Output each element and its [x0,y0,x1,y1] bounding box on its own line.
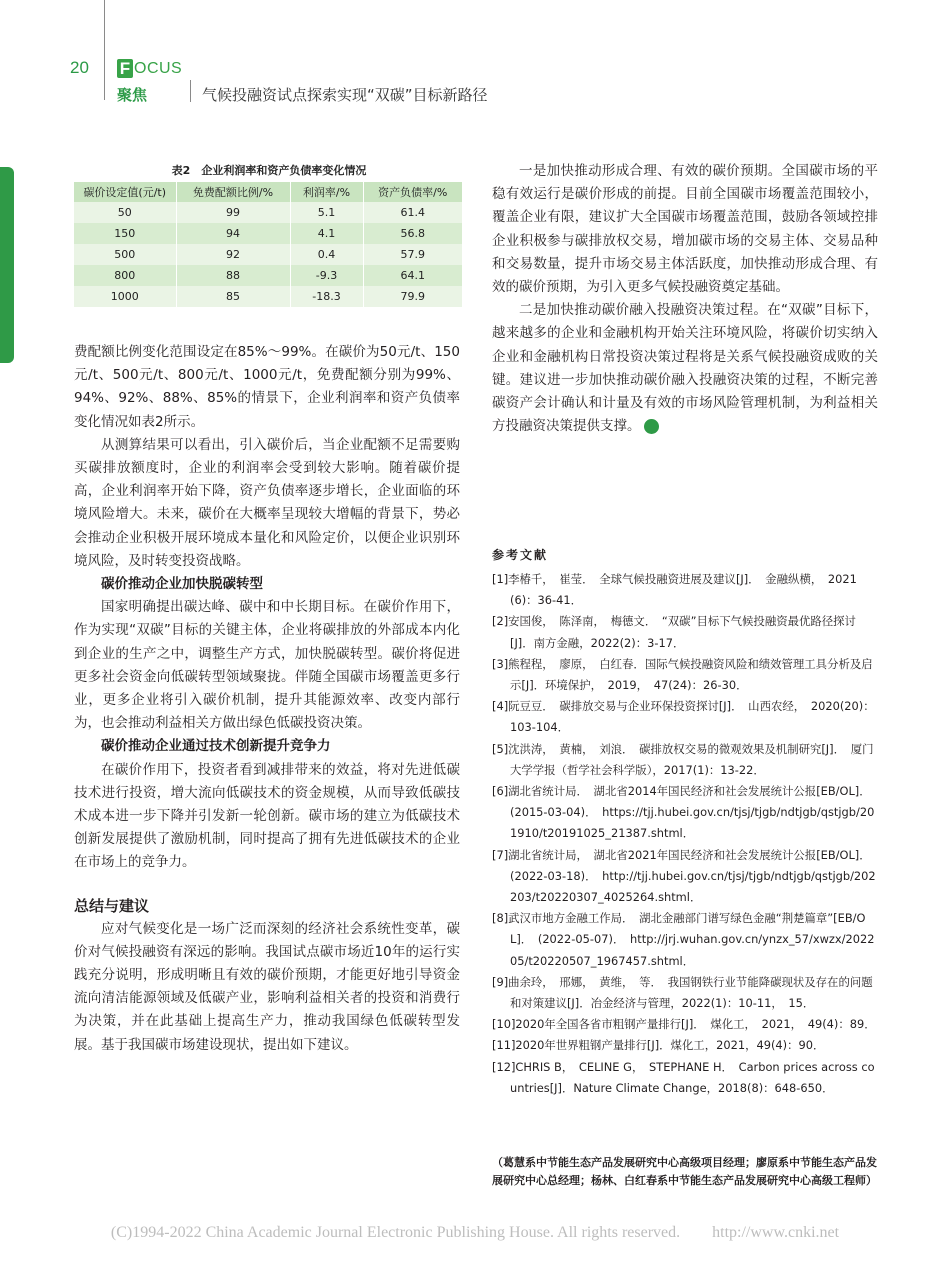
focus-logo-initial: F [117,59,133,78]
table-header-row [74,182,462,202]
subsection-heading: 碳价推动企业加快脱碳转型 [101,576,263,593]
reference-item: [9]曲余玲， 邢娜， 黄维， 等． 我国钢铁行业节能降碳现状及存在的问题和对策建议[J]．冶金经济与管理，2022(1)：10-11， 15． [492,974,873,1011]
paragraph-text: 二是加快推动碳价融入投融资决策过程。在“双碳”目标下，越来越多的企业和金融机构开始关注环境风险，将碳价切实纳入企业和金融机构日常投资决策过程将是关系气候投融资成败的关键。建议进一步加快推动碳价融入投融资决策的过程，不断完善碳资产会计确认和计量及有效的市场风险管理机制，为利益相关方投融资决策提供支撑。 [492,302,878,435]
reference-item: [3]熊程程， 廖原， 白红春．国际气候投融资风险和绩效管理工具分析及启示[J]．环境保护， 2019， 47(24)：26-30． [492,656,873,693]
table-cell: 800 [74,265,176,286]
table-cell: 5.1 [290,202,363,223]
table-cell: 1000 [74,286,176,307]
table-header-cell: 利润率/% [290,182,363,202]
reference-item: [10]2020年全国各省市粗钢产量排行[J]． 煤化工， 2021， 49(4)：89． [492,1017,876,1032]
reference-item: [5]沈洪涛， 黄楠， 刘浪． 碳排放权交易的微观效果及机制研究[J]． 厦门大学学报（哲学社会科学版），2017(1)：13-22． [492,741,874,777]
paragraph: 国家明确提出碳达峰、碳中和中长期目标。在碳价作用下，作为实现“双碳”目标的关键主体，企业将碳排放的外部成本内化到企业的生产之中，调整生产方式，加快脱碳转型。碳价将促进更多社会资金向低碳转型领域聚拢。伴随全国碳市场覆盖更多行业，更多企业将引入碳价机制，提升其能源效率、改变内部行为，也会推动利益相关方做出绿色低碳投资决策。 [74,599,460,732]
table-cell: 92 [176,244,290,265]
table-cell: 500 [74,244,176,265]
reference-item: [2]安国俊， 陈泽南， 梅德文． “双碳”目标下气候投融资最优路径探讨[J]．南方金融，2022(2)：3-17． [492,614,856,650]
table-cell: 94 [176,223,290,244]
paragraph: 从测算结果可以看出，引入碳价后，当企业配额不足需要购买碳排放额度时，企业的利润率会受到较大影响。随着碳价提高，企业利润率开始下降，资产负债率逐步增长，企业面临的环境风险增大。未来，碳价在大概率呈现较大增幅的背景下，势必会推动企业积极开展环境成本量化和风险定价，以便企业识别环境风险，及时转变投资战略。 [74,436,460,569]
copyright-footer: (C)1994-2022 China Academic Journal Electronic Publishing House. All rights reserved. http://www.cnki.net [110,1224,840,1241]
table-cell: 4.1 [290,223,363,244]
author-affiliations: （葛慧系中节能生态产品发展研究中心高级项目经理；廖原系中节能生态产品发展研究中心总经理；杨林、白红春系中节能生态产品发展研究中心高级工程师） [492,1156,877,1187]
table-row [74,244,462,265]
reference-item: [12]CHRIS B， CELINE G， STEPHANE H． Carbon prices across countries[J]．Nature Climate Change，2018(8)：648-650． [492,1059,875,1095]
table-cell: 50 [74,202,176,223]
paragraph: 在碳价作用下，投资者看到减排带来的效益，将对先进低碳技术进行投资，增大流向低碳技术的资金规模，从而导致低碳技术成本进一步下降并引发新一轮创新。碳市场的建立为低碳技术创新发展提供了激励机制，同时提高了拥有先进低碳技术的企业在市场上的竞争力。 [74,761,460,871]
reference-list [492,569,878,1099]
side-color-tab [0,167,14,363]
left-column [74,341,460,1057]
table-row [74,286,462,307]
paragraph: 应对气候变化是一场广泛而深刻的经济社会系统性变革，碳价对气候投融资有深远的影响。我国试点碳市场近10年的运行实践充分说明，形成明晰且有效的碳价预期，才能更好地引导资金流向清洁能源领域及低碳产业，影响利益相关者的投资和消费行为决策，并在此基础上提高生产力，推动我国绿色低碳转型发展。基于我国碳市场建设现状，提出如下建议。 [74,920,460,1053]
end-mark-icon: HB [644,419,659,434]
reference-item: [6]湖北省统计局． 湖北省2014年国民经济和社会发展统计公报[EB/OL]． (2015-03-04)． https://tjj.hubei.gov.cn/tjsj/tjgb/ndtjgb/qstjgb/201910/t20191025_21387.shtml． [492,784,877,841]
table-cell: 0.4 [290,244,363,265]
table-caption: 表2 企业利润率和资产负债率变化情况 [171,164,367,177]
paragraph: 费配额比例变化范围设定在85%～99%。在碳价为50元/t、150元/t、500元/t、800元/t、1000元/t，免费配额分别为99%、94%、92%、88%、85%的情景下，企业利润率和资产负债率变化情况如表2所示。 [74,344,460,430]
table-header-cell: 碳价设定值(元/t) [74,182,176,202]
header-divider-line [104,0,105,100]
right-column [492,160,878,438]
page-number: 20 [70,58,89,77]
table-cell: 56.8 [363,223,462,244]
focus-logo [117,58,182,78]
header-separator [190,80,191,102]
table-header-cell: 资产负债率/% [363,182,462,202]
table-cell: 150 [74,223,176,244]
table-cell: 64.1 [363,265,462,286]
table-cell: 61.4 [363,202,462,223]
references-title: 参考文献 [492,548,549,562]
profit-debt-table [74,182,462,307]
section-label: 聚焦 [117,86,148,104]
section-heading: 总结与建议 [74,896,150,915]
reference-item: [8]武汉市地方金融工作局． 湖北金融部门谱写绿色金融“荆楚篇章”[EB/OL]． (2022-05-07)． http://jrj.wuhan.gov.cn/ynzx_57/xwzx/202205/t20220507_1967457.shtml． [492,911,875,968]
table-header-cell: 免费配额比例/% [176,182,290,202]
table-cell: 85 [176,286,290,307]
paragraph [492,299,878,438]
focus-logo-text: OCUS [134,60,183,77]
table-cell: -18.3 [290,286,363,307]
reference-item: [7]湖北省统计局， 湖北省2021年国民经济和社会发展统计公报[EB/OL]． (2022-03-18)． http://tjj.hubei.gov.cn/tjsj/tjgb/ndtjgb/qstjgb/202203/t20220307_4025264.shtml． [492,847,877,905]
table-cell: 57.9 [363,244,462,265]
reference-item: [4]阮豆豆． 碳排放交易与企业环保投资探讨[J]． 山西农经， 2020(20)：103-104． [492,699,875,735]
running-title: 气候投融资试点探索实现“双碳”目标新路径 [202,86,488,104]
table-row [74,223,462,244]
subsection-heading: 碳价推动企业通过技术创新提升竞争力 [101,738,331,755]
table-cell: -9.3 [290,265,363,286]
reference-item: [1]李椿千， 崔莹． 全球气候投融资进展及建议[J]． 金融纵横， 2021(6)：36-41． [492,572,857,608]
table-row [74,202,462,223]
table-cell: 99 [176,202,290,223]
paragraph: 一是加快推动形成合理、有效的碳价预期。全国碳市场的平稳有效运行是碳价形成的前提。目前全国碳市场覆盖范围较小，覆盖企业有限，建议扩大全国碳市场覆盖范围，鼓励各领域控排企业积极参与碳排放权交易，增加碳市场的交易主体、交易品种和交易数量，提升市场交易主体活跃度，加快推动形成合理、有效的碳价预期，为引入更多气候投融资奠定基础。 [492,163,878,296]
reference-item: [11]2020年世界粗钢产量排行[J]．煤化工，2021，49(4)：90． [492,1038,825,1053]
table-cell: 79.9 [363,286,462,307]
table-row [74,265,462,286]
table-cell: 88 [176,265,290,286]
